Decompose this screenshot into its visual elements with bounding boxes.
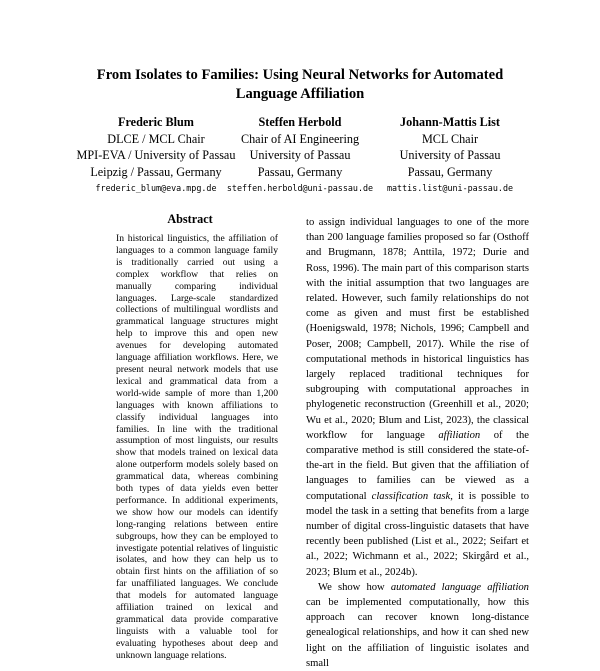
author-email[interactable]: steffen.herbold@uni-passau.de bbox=[226, 183, 374, 193]
author-name: Frederic Blum bbox=[118, 115, 194, 129]
intro-paragraph-2 bbox=[306, 580, 529, 671]
intro-text: , it is possible to model the task in a setting that benefits from a large number of digital cross-linguistic datasets that have recently been published (List et al., 2022; Seifart et al., 2022; Wichmann et al., 2022; Skirgård et al., 2023; Blum et al., 2024b). bbox=[306, 490, 529, 578]
author-name: Johann-Mattis List bbox=[400, 115, 500, 129]
author-location: Leipzig / Passau, Germany bbox=[90, 164, 222, 179]
intro-emphasis: affiliation bbox=[438, 429, 481, 441]
author-affiliation: University of Passau bbox=[249, 148, 351, 162]
author-location: Passau, Germany bbox=[257, 164, 343, 179]
intro-text: of the comparative method is still considered the state-of-the-art in the field. But given that the affiliation of languages to families can be viewed as a computational bbox=[306, 429, 529, 502]
author-affiliation: University of Passau bbox=[399, 148, 501, 162]
author-name: Steffen Herbold bbox=[258, 115, 342, 129]
author-affiliation: MPI-EVA / University of Passau bbox=[76, 148, 236, 162]
author-affiliation: Chair of AI Engineering bbox=[240, 131, 360, 146]
abstract-body: In historical linguistics, the affiliation of languages to a common language family is traditionally carried out using a complex workflow that relies on manually comparing individual languages. Large-scale standardized collections of multilingual wordlists and grammatical language structures might help to improve this and open new avenues for developing automated language affiliation workflows. Here, we present neural network models that use lexical and grammatical data from a world-wide sample of more than 1,200 languages with known affiliations to classify individual languages into families. In line with the traditional assumption of most linguists, our results show that models trained on lexical data alone outperform models solely based on grammatical data, whereas combining both types of data yields even better performance. In additional experiments, we show how our models can identify long-ranging relations between entire subgroups, how they can be employed to investigate potential relatives of linguistic isolates, and how they can help us to obtain first hints on the affiliation of so far unaffiliated languages. We conclude that models for automated language affiliation trained on lexical and grammatical data provide comparative linguists with a valuable tool for evaluating hypotheses about deep and unknown language relations. bbox=[116, 233, 278, 661]
author-affiliation: MCL Chair bbox=[421, 131, 479, 146]
intro-text: can be implemented computationally, how this approach can recover known long-distance genealogical relationships, and how it can shed new light on the affiliation of linguistic isolates and small bbox=[306, 597, 529, 669]
author-affiliation: DLCE / MCL Chair bbox=[107, 131, 205, 146]
intro-emphasis: automated language affiliation bbox=[390, 581, 529, 593]
abstract-heading: Abstract bbox=[167, 212, 213, 226]
intro-emphasis: classification task bbox=[371, 490, 451, 502]
intro-text: to assign individual languages to one of the more than 200 language families proposed so far (Osthoff and Brugmann, 1878; Anttila, 1972; Durie and Ross, 1996). The main part of this comparison starts with the initial assumption that two languages are related. However, such family relationships do not come as given and must first be established (Hoenigswald, 1978; Nichols, 1996; Campbell and Poser, 2008; Campbell, 2017). While the rise of computational methods in historical linguistics has largely replaced traditional techniques for subgrouping with computational approaches in phylogenetic reconstruction (Greenhill et al., 2020; Wu et al., 2020; Blum and List, 2023), the classical workflow for language bbox=[306, 217, 529, 441]
intro-paragraph-1 bbox=[306, 215, 529, 580]
author-block-list bbox=[368, 114, 532, 196]
author-email[interactable]: mattis.list@uni-passau.de bbox=[386, 183, 514, 193]
intro-text: We show how bbox=[318, 581, 391, 593]
paper-title-line-2: Language Affiliation bbox=[235, 86, 365, 102]
author-block-herbold bbox=[218, 114, 382, 196]
author-location: Passau, Germany bbox=[407, 164, 493, 179]
paper-title-line-1: From Isolates to Families: Using Neural Networks for Automated bbox=[96, 67, 504, 83]
author-email[interactable]: frederic_blum@eva.mpg.de bbox=[95, 183, 217, 193]
introduction-column bbox=[306, 215, 529, 671]
paper-title bbox=[60, 66, 540, 104]
